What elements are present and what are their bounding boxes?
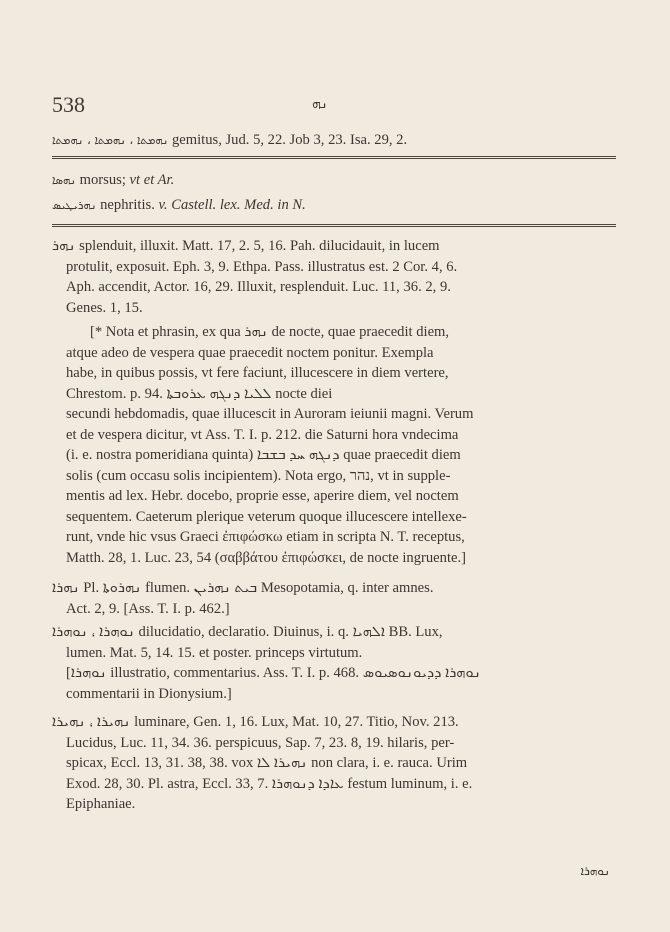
entry-line: ܢܘܗܪܐ ، ܢܘܗܪܐ dilucidatio, declaratio. Diuinus, i. q. ܐܠܗܝܐ BB. Lux, bbox=[52, 624, 443, 640]
double-rule bbox=[52, 156, 616, 159]
note-line: runt, vnde hic vsus Graeci ἐπιφώσκω etiam in scripta N. T. receptus, bbox=[66, 529, 465, 545]
entry-nephritis bbox=[52, 195, 620, 216]
note-line: sequentem. Caeterum plerique veterum quoque illucescere intellexe- bbox=[66, 508, 467, 525]
syriac-headword: ܢܗܪܝܛܝܣ bbox=[52, 198, 97, 212]
entry-text: nephritis. bbox=[100, 197, 155, 213]
double-rule bbox=[52, 224, 616, 227]
note-line: Chrestom. p. 94. ܠܠܝܐ ܕܢܓܗ ܥܪܘܒܬܐ nocte diei bbox=[66, 385, 333, 402]
entry-dilucidatio bbox=[52, 622, 620, 704]
entry-line: commentarii in Dionysium.] bbox=[66, 685, 232, 702]
entry-line: ܢܗܪ splenduit, illuxit. Matt. 17, 2. 5, 16. Pah. dilucidauit, in lucem bbox=[52, 238, 440, 254]
syriac-headword: ܢܗܡܬܐ ، ܢܗܡܬܐ ، ܢܗܡܬܐ bbox=[52, 133, 169, 147]
syriac-headword: ܢܗܣܐ bbox=[52, 173, 76, 187]
entry-morsus bbox=[52, 170, 620, 191]
note-line: habe, in quibus possis, vt fere faciunt, illucescere in diem vertere, bbox=[66, 365, 449, 381]
entry-line: spicax, Eccl. 13, 31. 38, 38. vox ܢܗܝܪܐ ܠܐ non clara, i. e. rauca. Urim bbox=[66, 755, 468, 771]
entry-luminare bbox=[52, 712, 620, 815]
note-line: Matth. 28, 1. Luc. 23, 54 (σαββάτου ἐπιφώσκει, de nocte ingruente.] bbox=[66, 549, 466, 566]
entry-splenduit bbox=[52, 236, 620, 318]
note-line: atque adeo de vespera quae praecedit noctem ponitur. Exempla bbox=[66, 344, 434, 361]
entry-line: lumen. Mat. 5, 14. 15. et poster. princeps virtutum. bbox=[66, 644, 363, 661]
entry-italic: v. Castell. lex. Med. in N. bbox=[158, 197, 306, 213]
running-head: ܢܗ bbox=[312, 96, 328, 112]
catchword: ܢܘܗܪܐ bbox=[580, 864, 610, 878]
entry-italic: vt et Ar. bbox=[129, 172, 175, 188]
page-header bbox=[52, 92, 612, 122]
note-line: secundi hebdomadis, quae illucescit in Auroram ieiunii magni. Verum bbox=[66, 406, 474, 422]
page-number: 538 bbox=[52, 92, 85, 117]
entry-flumen bbox=[52, 578, 620, 619]
note-line: (i. e. nostra pomeridiana quinta) ܕܢܓܗ ܚܕ ܒܫܒܐ quae praecedit diem bbox=[66, 447, 461, 463]
entry-line: Genes. 1, 15. bbox=[66, 299, 143, 316]
entry-line: [ܢܘܗܪܐ illustratio, commentarius. Ass. T. I. p. 468. ܢܘܗܪܐ ܕܕܝܘܢܘܣܝܘܣ bbox=[66, 665, 481, 681]
note-line: mentis ad lex. Hebr. docebo, proprie esse, aperire diem, vel noctem bbox=[66, 488, 459, 504]
entry-line: Epiphaniae. bbox=[66, 796, 136, 812]
note-line: [* Nota et phrasin, ex qua ܢܗܪ de nocte, quae praecedit diem, bbox=[90, 324, 450, 340]
note-line: et de vespera dicitur, vt Ass. T. I. p. 212. die Saturni hora vndecima bbox=[66, 426, 459, 443]
entry-line: Aph. accendit, Actor. 16, 29. Illuxit, resplenduit. Luc. 11, 36. 2, 9. bbox=[66, 279, 451, 295]
entry-line: Act. 2, 9. [Ass. T. I. p. 462.] bbox=[66, 600, 230, 617]
entry-line: Exod. 28, 30. Pl. astra, Eccl. 33, 7. ܥܐܕܐ ܕܢܘܗܪܐ festum luminum, i. e. bbox=[66, 775, 473, 792]
note-line: solis (cum occasu solis incipientem). Nota ergo, נהר, vt in supple- bbox=[66, 467, 451, 484]
entry-gemitus bbox=[52, 130, 620, 151]
entry-text: morsus; bbox=[79, 172, 126, 188]
entry-line: Lucidus, Luc. 11, 34. 36. perspicuus, Sap. 7, 23. 8, 19. hilaris, per- bbox=[66, 734, 455, 751]
entry-line: ܢܗܪܐ Pl. ܢܗܪܘܬܐ flumen. ܒܝܬ ܢܗܪܝܢ Mesopotamia, q. inter amnes. bbox=[52, 580, 434, 596]
entry-line: ܢܗܝܪܐ ، ܢܗܝܪܐ luminare, Gen. 1, 16. Lux, Mat. 10, 27. Titio, Nov. 213. bbox=[52, 714, 459, 730]
entry-text: gemitus, Jud. 5, 22. Job 3, 23. Isa. 29, 2. bbox=[172, 132, 408, 148]
note-paragraph bbox=[52, 322, 620, 568]
entry-line: protulit, exposuit. Eph. 3, 9. Ethpa. Pass. illustratus est. 2 Cor. 4, 6. bbox=[66, 258, 458, 275]
